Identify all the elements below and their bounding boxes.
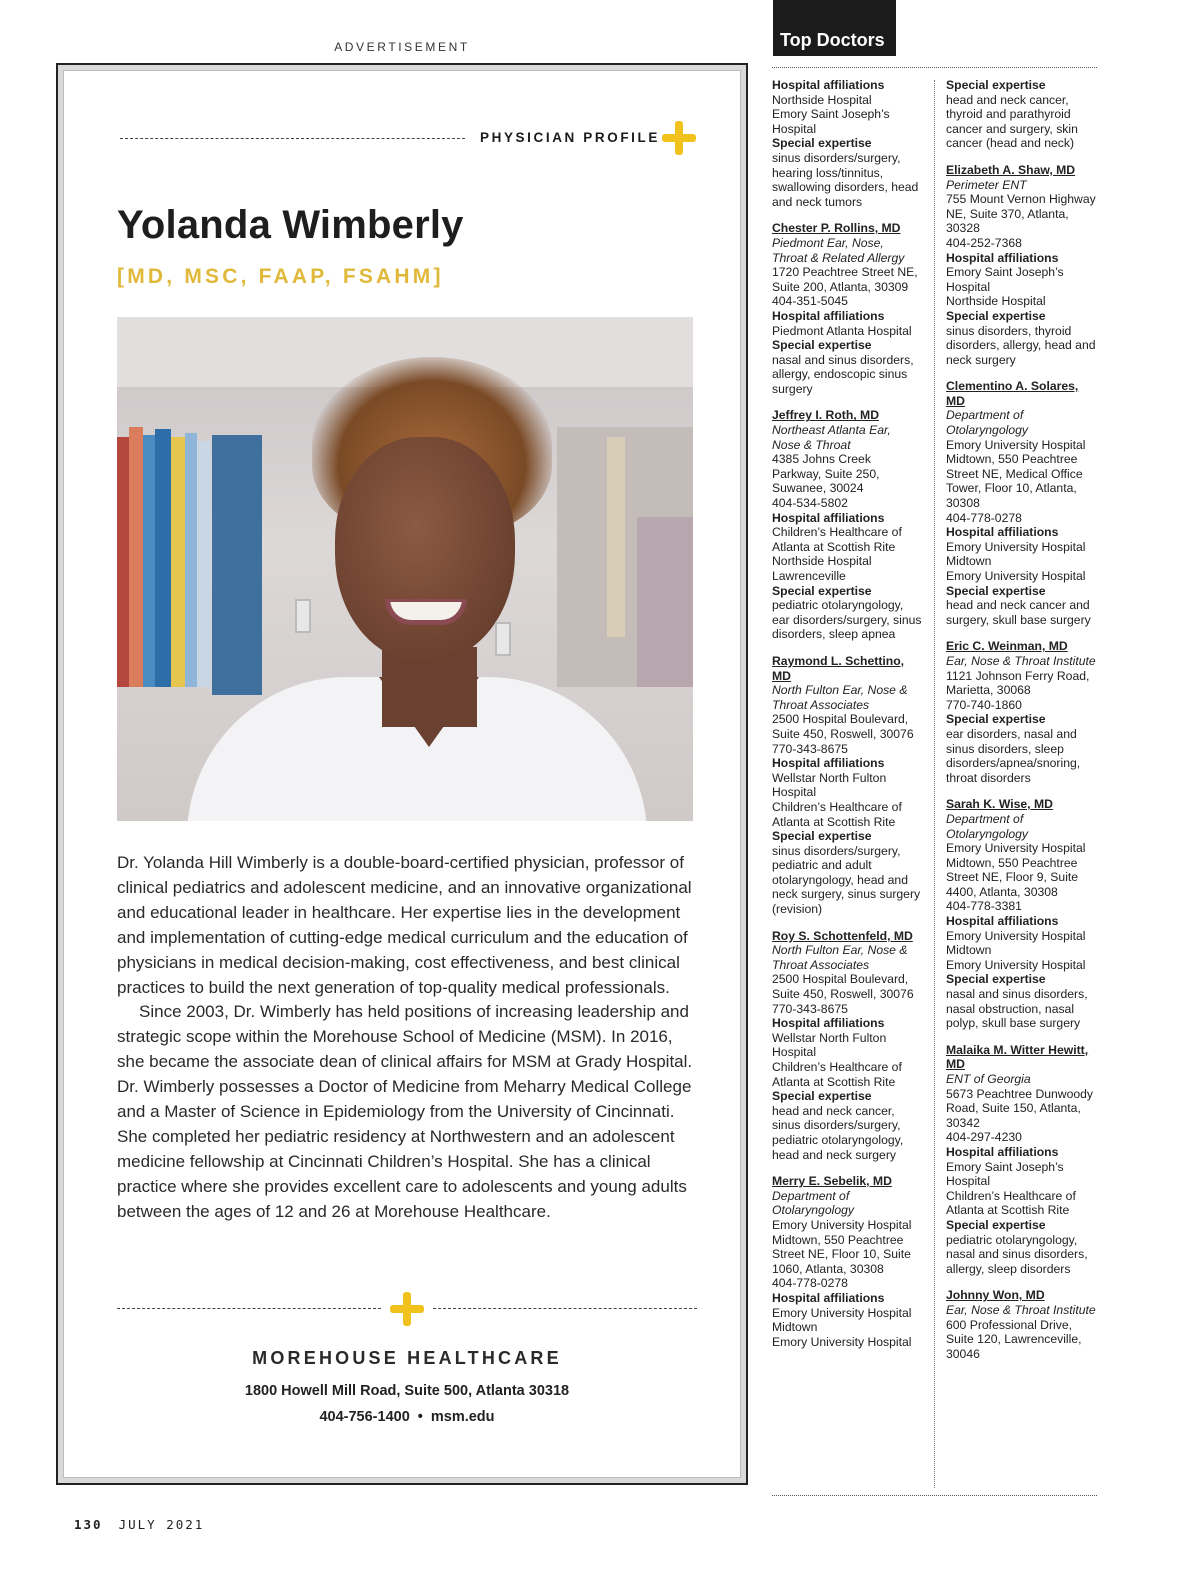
practice-address: 1800 Howell Mill Road, Suite 500, Atlanta 30318 xyxy=(244,1383,570,1399)
doctor-entry xyxy=(772,1174,922,1349)
special-expertise-label: Special expertise xyxy=(772,338,872,353)
doctor-name: Raymond L. Schettino, MD xyxy=(772,653,905,683)
doctor-phone: 770-343-8675 xyxy=(772,1001,848,1016)
issue-date: JULY 2021 xyxy=(118,1517,205,1532)
plus-icon xyxy=(390,1292,424,1326)
hospital-affiliations-label: Hospital affiliations xyxy=(772,1290,885,1305)
special-expertise-label: Special expertise xyxy=(946,78,1046,92)
special-expertise: ear disorders, nasal and sinus disorders, sleep disorders/apnea/snoring, throat disorders xyxy=(946,726,1081,785)
hospital-affiliations: Northside Hospital Lawrenceville xyxy=(772,554,872,583)
column-divider xyxy=(934,80,935,1488)
special-expertise: head and neck cancer, sinus disorders/surgery, pediatric otolaryngology, head and neck surgery xyxy=(772,1103,904,1162)
doctor-practice: Department of Otolaryngology xyxy=(772,1188,854,1218)
doctor-name: Sarah K. Wise, MD xyxy=(946,797,1053,812)
special-expertise-label: Special expertise xyxy=(946,712,1046,727)
hospital-affiliations: Emory Saint Joseph’s Hospital xyxy=(946,1159,1064,1189)
doctor-phone: 404-297-4230 xyxy=(946,1130,1022,1145)
special-expertise: pediatric otolaryngology, nasal and sinus disorders, allergy, sleep disorders xyxy=(946,1232,1088,1276)
doctor-entry xyxy=(946,1043,1096,1277)
doctor-phone: 404-778-0278 xyxy=(946,510,1022,525)
doctor-address: 5673 Peachtree Dunwoody Road, Suite 150, Atlanta, 30342 xyxy=(946,1086,1094,1130)
doctor-name: Jeffrey I. Roth, MD xyxy=(772,408,879,423)
doctor-practice: North Fulton Ear, Nose & Throat Associates xyxy=(772,683,908,712)
doctor-phone: 770-343-8675 xyxy=(772,741,848,756)
hospital-affiliations: Children’s Healthcare of Atlanta at Scottish Rite xyxy=(772,525,902,554)
special-expertise-label: Special expertise xyxy=(772,583,872,598)
special-expertise: sinus disorders, thyroid disorders, allergy, head and neck surgery xyxy=(946,323,1096,367)
practice-info xyxy=(117,1348,697,1425)
special-expertise: nasal and sinus disorders, nasal obstruction, nasal polyp, skull base surgery xyxy=(946,987,1088,1031)
physician-portrait xyxy=(117,317,693,821)
hospital-affiliations: Emory University Hospital Midtown xyxy=(946,539,1086,569)
special-expertise-label: Special expertise xyxy=(946,1217,1046,1232)
doctor-phone: 404-778-0278 xyxy=(772,1276,848,1291)
doctor-list-column-b xyxy=(946,78,1096,1373)
doctor-practice: Perimeter ENT xyxy=(946,177,1027,192)
hospital-affiliations: Children’s Healthcare of Atlanta at Scottish Rite xyxy=(772,1060,902,1089)
hospital-affiliations: Northside Hospital xyxy=(946,294,1046,309)
hospital-affiliations: Wellstar North Fulton Hospital xyxy=(772,1030,887,1060)
doctor-entry xyxy=(772,408,922,642)
doctor-name: Merry E. Sebelik, MD xyxy=(772,1174,892,1189)
doctor-name: Roy S. Schottenfeld, MD xyxy=(772,928,913,943)
hospital-affiliations: Emory University Hospital xyxy=(946,957,1086,972)
hospital-affiliations-label: Hospital affiliations xyxy=(946,525,1059,540)
doctor-address: Emory University Hospital Midtown, 550 Peachtree Street NE, Medical Office Tower, Floor 10, Atlanta, 30308 xyxy=(946,437,1086,511)
practice-name: MOREHOUSE HEALTHCARE xyxy=(252,1348,562,1368)
dotted-rule xyxy=(772,1495,1097,1496)
dashed-rule xyxy=(120,138,465,139)
doctor-entry xyxy=(946,797,1096,1031)
doctor-practice: North Fulton Ear, Nose & Throat Associates xyxy=(772,943,908,972)
doctor-phone: 404-252-7368 xyxy=(946,235,1022,250)
hospital-affiliations: Emory Saint Joseph’s Hospital xyxy=(772,107,890,136)
hospital-affiliations: Emory University Hospital xyxy=(772,1334,912,1349)
hospital-affiliations: Emory University Hospital Midtown xyxy=(772,1305,912,1335)
doctor-entry xyxy=(772,929,922,1163)
special-expertise: head and neck cancer and surgery, skull base surgery xyxy=(946,598,1091,627)
profile-header-row xyxy=(120,126,700,152)
doctor-list-column-a xyxy=(772,78,922,1361)
special-expertise: head and neck cancer, thyroid and parathyroid cancer and surgery, skin cancer (head and neck) xyxy=(946,92,1078,151)
special-expertise-label: Special expertise xyxy=(946,308,1046,323)
advertisement-label: ADVERTISEMENT xyxy=(334,40,470,54)
special-expertise-label: Special expertise xyxy=(772,829,872,844)
hospital-affiliations-label: Hospital affiliations xyxy=(946,250,1059,265)
doctor-name: Johnny Won, MD xyxy=(946,1288,1045,1303)
doctor-entry xyxy=(772,654,922,917)
physician-bio xyxy=(117,851,701,1225)
special-expertise: sinus disorders/surgery, hearing loss/tinnitus, swallowing disorders, head and neck tumors xyxy=(772,150,919,209)
hospital-affiliations: Emory University Hospital Midtown xyxy=(946,928,1086,958)
doctor-practice: Northeast Atlanta Ear, Nose & Throat xyxy=(772,423,891,452)
physician-profile-card xyxy=(63,70,741,1478)
hospital-affiliations-label: Hospital affiliations xyxy=(946,914,1059,929)
hospital-affiliations: Northside Hospital xyxy=(772,92,872,107)
hospital-affiliations: Piedmont Atlanta Hospital xyxy=(772,323,912,338)
hospital-affiliations: Emory Saint Joseph’s Hospital xyxy=(946,265,1064,294)
hospital-affiliations: Children’s Healthcare of Atlanta at Scottish Rite xyxy=(946,1188,1076,1218)
doctor-entry xyxy=(946,78,1096,151)
doctor-practice: Department of Otolaryngology xyxy=(946,811,1028,841)
bullet-separator: • xyxy=(417,1409,423,1425)
hospital-affiliations-label: Hospital affiliations xyxy=(772,78,885,92)
doctor-address: 755 Mount Vernon Highway NE, Suite 370, Atlanta, 30328 xyxy=(946,192,1096,236)
physician-name: Yolanda Wimberly xyxy=(117,203,464,247)
doctor-address: 4385 Johns Creek Parkway, Suite 250, Suwanee, 30024 xyxy=(772,452,880,496)
bio-paragraph: Since 2003, Dr. Wimberly has held positions of increasing leadership and strategic scope within the Morehouse School of Medicine (MSM). In 2016, she became the associate dean of clinical affairs for MSM at Grady Hospital. Dr. Wimberly possesses a Doctor of Medicine from Meharry Medical College and a Master of Science in Epidemiology from the University of Cincinnati. She completed her pediatric residency at Northwestern and an adolescent medicine fellowship at Cincinnati Children’s Hospital. She has a clinical practice where she provides excellent care to adolescents and young adults between the ages of 12 and 26 at Morehouse Healthcare. xyxy=(117,1002,693,1221)
physician-credentials: [MD, MSC, FAAP, FSAHM] xyxy=(117,265,444,288)
special-expertise-label: Special expertise xyxy=(772,1089,872,1104)
doctor-name: Clementino A. Solares, MD xyxy=(946,379,1079,408)
special-expertise-label: Special expertise xyxy=(946,972,1046,987)
hospital-affiliations: Emory University Hospital xyxy=(946,569,1086,583)
doctor-practice: Department of Otolaryngology xyxy=(946,408,1028,438)
advertisement-frame xyxy=(56,63,748,1485)
doctor-entry xyxy=(946,163,1096,367)
doctor-address: Emory University Hospital Midtown, 550 Peachtree Street NE, Floor 9, Suite 4400, Atlanta, 30308 xyxy=(946,841,1086,899)
hospital-affiliations-label: Hospital affiliations xyxy=(772,756,885,771)
hospital-affiliations-label: Hospital affiliations xyxy=(772,308,885,323)
doctor-practice: Piedmont Ear, Nose, Throat & Related Allergy xyxy=(772,235,905,265)
bio-paragraph: Dr. Yolanda Hill Wimberly is a double-board-certified physician, professor of clinical pediatrics and adolescent medicine, and an innovative organizational and educational leader in healthcare. Her expertise lies in the development and implementation of cutting-edge medical curriculum and the education of physicians in medical decision-making, cost effectiveness, and best clinical practices to build the next generation of top-quality medical professionals. xyxy=(117,853,692,997)
doctor-phone: 404-534-5802 xyxy=(772,496,848,511)
doctor-entry xyxy=(946,379,1096,627)
doctor-entry xyxy=(772,78,922,209)
doctor-name: Elizabeth A. Shaw, MD xyxy=(946,162,1076,177)
hospital-affiliations: Children’s Healthcare of Atlanta at Scottish Rite xyxy=(772,799,902,829)
doctor-address: 1720 Peachtree Street NE, Suite 200, Atlanta, 30309 xyxy=(772,265,918,294)
doctor-name: Eric C. Weinman, MD xyxy=(946,639,1068,654)
hospital-affiliations: Wellstar North Fulton Hospital xyxy=(772,770,887,800)
doctor-phone: 770-740-1860 xyxy=(946,697,1022,712)
section-tab: Top Doctors xyxy=(773,0,896,56)
special-expertise: sinus disorders/surgery, pediatric and adult otolaryngology, head and neck surgery, sinus surgery (revision) xyxy=(772,843,921,917)
doctor-entry xyxy=(772,221,922,396)
practice-website[interactable]: msm.edu xyxy=(430,1409,495,1425)
doctor-entry xyxy=(946,639,1096,785)
doctor-practice: ENT of Georgia xyxy=(946,1072,1031,1086)
hospital-affiliations-label: Hospital affiliations xyxy=(946,1144,1059,1159)
page-folio xyxy=(74,1517,204,1532)
hospital-affiliations-label: Hospital affiliations xyxy=(772,1016,885,1031)
dashed-rule xyxy=(117,1308,381,1309)
dashed-rule xyxy=(433,1308,697,1309)
dotted-rule xyxy=(772,67,1097,68)
doctor-name: Chester P. Rollins, MD xyxy=(772,221,901,236)
doctor-address: Emory University Hospital Midtown, 550 Peachtree Street NE, Floor 10, Suite 1060, Atlanta, 30308 xyxy=(772,1217,912,1276)
special-expertise-label: Special expertise xyxy=(772,136,872,151)
doctor-name: Malaika M. Witter Hewitt, MD xyxy=(946,1042,1089,1072)
divider-row xyxy=(117,1291,697,1327)
special-expertise: nasal and sinus disorders, allergy, endoscopic sinus surgery xyxy=(772,352,914,396)
doctor-address: 1121 Johnson Ferry Road, Marietta, 30068 xyxy=(946,668,1090,698)
doctor-practice: Ear, Nose & Throat Institute xyxy=(946,653,1096,668)
doctor-address: 600 Professional Drive, Suite 120, Lawrenceville, 30046 xyxy=(946,1317,1082,1361)
doctor-entry xyxy=(946,1288,1096,1361)
doctor-address: 2500 Hospital Boulevard, Suite 450, Roswell, 30076 xyxy=(772,712,914,741)
doctor-phone: 404-778-3381 xyxy=(946,899,1022,914)
special-expertise: pediatric otolaryngology, ear disorders/surgery, sinus disorders, sleep apnea xyxy=(772,598,922,642)
doctor-practice: Ear, Nose & Throat Institute xyxy=(946,1302,1096,1317)
doctor-phone: 404-351-5045 xyxy=(772,294,848,309)
page-number: 130 xyxy=(74,1517,103,1532)
doctor-address: 2500 Hospital Boulevard, Suite 450, Roswell, 30076 xyxy=(772,972,914,1002)
plus-icon xyxy=(662,121,696,155)
section-label: PHYSICIAN PROFILE xyxy=(480,130,660,145)
practice-phone: 404-756-1400 xyxy=(319,1409,410,1425)
special-expertise-label: Special expertise xyxy=(946,583,1046,598)
practice-contact xyxy=(117,1409,697,1425)
hospital-affiliations-label: Hospital affiliations xyxy=(772,510,885,525)
